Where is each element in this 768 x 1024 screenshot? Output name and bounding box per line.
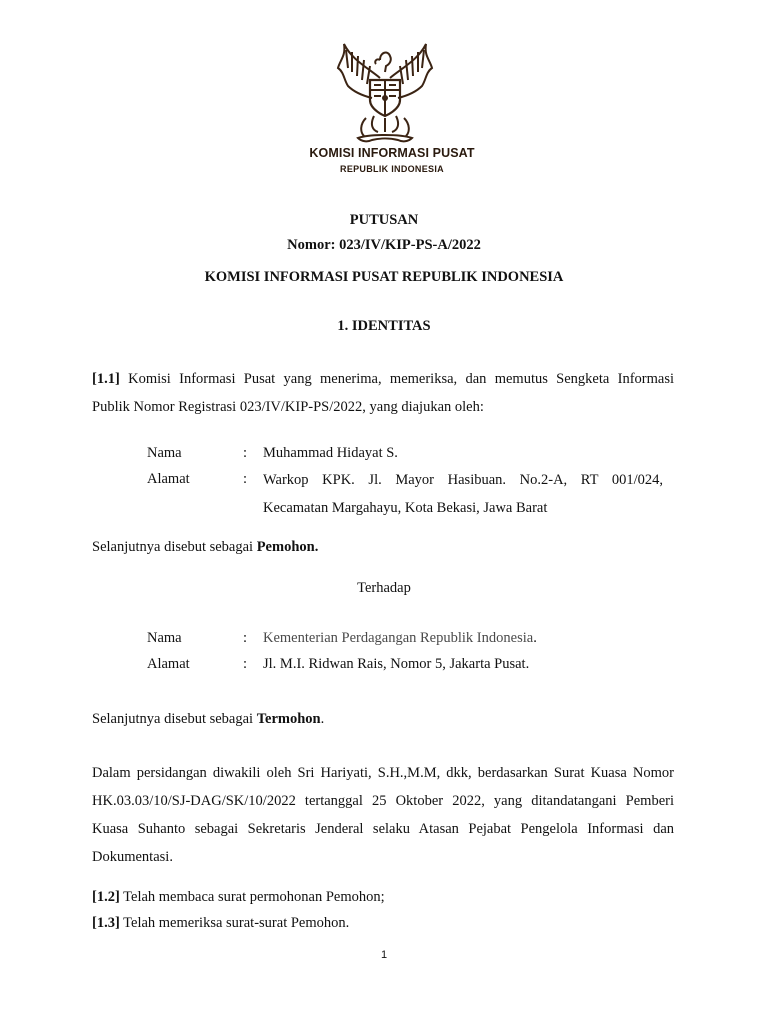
address-line: Warkop KPK. Jl. Mayor Hasibuan. No.2-A, RT 001/024, bbox=[263, 472, 663, 488]
termohon-name bbox=[263, 625, 663, 651]
representation-paragraph bbox=[92, 759, 674, 871]
terhadap-label: Terhadap bbox=[357, 580, 411, 596]
termohon-name-text: Kementerian Perdagangan Republik Indonesia bbox=[263, 630, 534, 646]
paragraph-text: Komisi Informasi Pusat yang menerima, memeriksa, dan memutus Sengketa Informasi bbox=[119, 371, 674, 387]
garuda-emblem-icon bbox=[330, 38, 440, 148]
institution-heading: KOMISI INFORMASI PUSAT REPUBLIK INDONESIA bbox=[204, 269, 564, 285]
reference-term: Termohon bbox=[256, 711, 321, 727]
paragraph-text: HK.03.03/10/SJ-DAG/SK/10/2022 tertanggal 25 Oktober 2022, yang ditandatangani Pemberi bbox=[92, 793, 674, 809]
termohon-nama-row bbox=[0, 625, 768, 651]
paragraph-text: Dalam persidangan diwakili oleh Sri Hariyati, S.H.,M.M, dkk, berdasarkan Surat Kuasa Nomor bbox=[92, 765, 674, 781]
pemohon-name: Muhammad Hidayat S. bbox=[263, 445, 398, 461]
page-number: 1 bbox=[380, 949, 388, 961]
paragraph-marker: [1.3] bbox=[92, 915, 120, 931]
field-label: Nama bbox=[147, 445, 182, 461]
paragraph-marker: [1.1] bbox=[92, 371, 120, 387]
pemohon-nama-row bbox=[0, 440, 768, 466]
field-colon: : bbox=[243, 630, 248, 646]
paragraph-1-3 bbox=[92, 910, 674, 936]
section-heading: 1. IDENTITAS bbox=[337, 318, 431, 334]
field-label: Nama bbox=[147, 630, 182, 646]
paragraph-text: Dokumentasi. bbox=[92, 849, 173, 865]
termohon-name-suffix: . bbox=[533, 630, 537, 646]
paragraph-text: Telah membaca surat permohonan Pemohon; bbox=[119, 889, 385, 905]
document-number: Nomor: 023/IV/KIP-PS-A/2022 bbox=[287, 237, 481, 253]
field-colon: : bbox=[243, 471, 248, 487]
termohon-alamat-row bbox=[0, 651, 768, 677]
pemohon-address bbox=[263, 466, 663, 522]
reference-term: Pemohon. bbox=[256, 539, 319, 555]
field-label: Alamat bbox=[147, 471, 190, 487]
termohon-address: Jl. M.I. Ridwan Rais, Nomor 5, Jakarta Pusat. bbox=[263, 656, 530, 672]
org-name-line2: REPUBLIK INDONESIA bbox=[340, 164, 444, 174]
address-line: Kecamatan Margahayu, Kota Bekasi, Jawa Barat bbox=[263, 500, 548, 516]
reference-text: Selanjutnya disebut sebagai bbox=[92, 711, 257, 727]
field-colon: : bbox=[243, 445, 248, 461]
paragraph-text: Telah memeriksa surat-surat Pemohon. bbox=[119, 915, 350, 931]
document-title: PUTUSAN bbox=[349, 212, 419, 228]
paragraph-text: Publik Nomor Registrasi 023/IV/KIP-PS/2022, yang diajukan oleh: bbox=[92, 399, 484, 415]
field-label: Alamat bbox=[147, 656, 190, 672]
org-name-line1: KOMISI INFORMASI PUSAT bbox=[309, 146, 475, 160]
termohon-reference bbox=[92, 705, 674, 733]
paragraph-1-2 bbox=[92, 884, 674, 910]
paragraph-text: Kuasa Suhanto sebagai Sekretaris Jenderal selaku Atasan Pejabat Pengelola Informasi dan bbox=[92, 821, 674, 837]
field-colon: : bbox=[243, 656, 248, 672]
org-logo-text bbox=[306, 146, 478, 176]
paragraph-1-1 bbox=[92, 365, 674, 421]
paragraph-marker: [1.2] bbox=[92, 889, 120, 905]
pemohon-reference bbox=[92, 533, 674, 561]
reference-suffix: . bbox=[320, 711, 325, 727]
pemohon-alamat-row bbox=[0, 466, 768, 522]
reference-text: Selanjutnya disebut sebagai bbox=[92, 539, 257, 555]
